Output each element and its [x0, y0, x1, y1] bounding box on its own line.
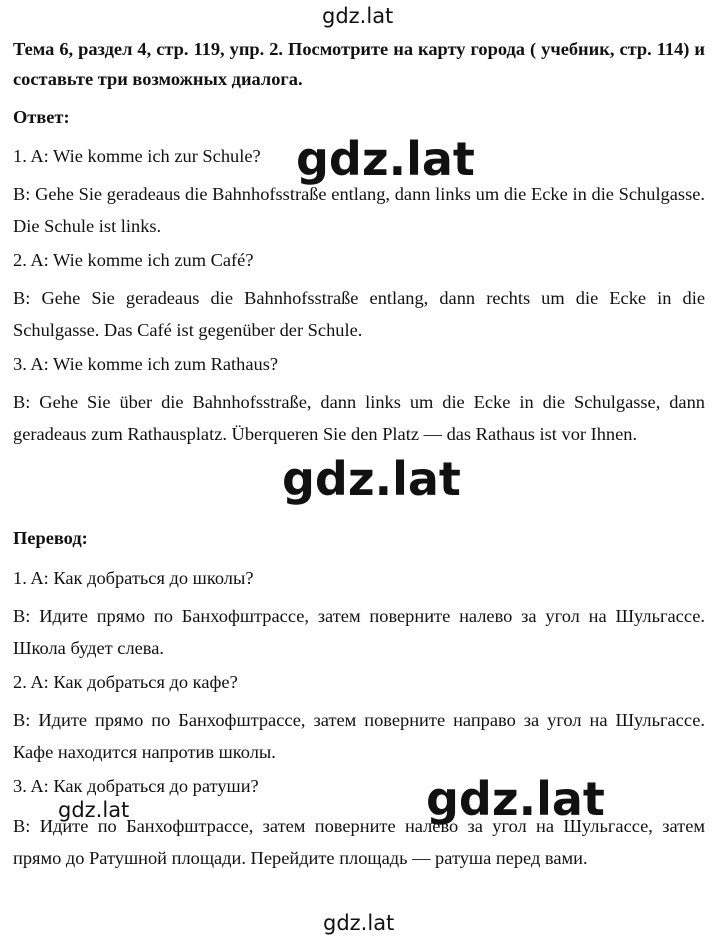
answer-line-6: B: Gehe Sie über die Bahnhofsstraße, dann links um die Ecke in die Schulgasse, dann geradeaus zum Rathausplatz. Überqueren Sie den Platz — das Rathaus ist vor Ihnen.	[13, 392, 705, 444]
translation-heading: Перевод:	[13, 528, 88, 548]
watermark-mid-1: gdz.lat	[296, 132, 475, 186]
watermark-mid-3: gdz.lat	[426, 772, 605, 826]
answer-line-1: 1. A: Wie komme ich zur Schule?	[13, 146, 261, 166]
watermark-mid-2: gdz.lat	[282, 452, 461, 506]
translation-line-4: B: Идите прямо по Банхофштрассе, затем поверните направо за угол на Шульгассе. Кафе находится напротив школы.	[13, 710, 705, 762]
answer-line-4: B: Gehe Sie geradeaus die Bahnhofsstraße entlang, dann rechts um die Ecke in die Schulgasse. Das Café ist gegenüber der Schule.	[13, 288, 705, 340]
answer-heading: Ответ:	[13, 107, 70, 127]
exercise-title: Тема 6, раздел 4, стр. 119, упр. 2. Посмотрите на карту города ( учебник, стр. 114) и составьте три возможных диалога.	[13, 39, 705, 89]
watermark-small-left: gdz.lat	[58, 798, 130, 822]
translation-line-1: 1. A: Как добраться до школы?	[13, 568, 254, 588]
answer-line-2: B: Gehe Sie geradeaus die Bahnhofsstraße entlang, dann links um die Ecke in die Schulgasse. Die Schule ist links.	[13, 184, 705, 236]
watermark-top: gdz.lat	[322, 4, 394, 28]
translation-line-6: B: Идите по Банхофштрассе, затем поверните налево за угол на Шульгассе, затем прямо до Ратушной площади. Перейдите площадь — ратуша перед вами.	[13, 816, 705, 868]
translation-line-5: 3. A: Как добраться до ратуши?	[13, 776, 259, 796]
watermark-bottom: gdz.lat	[323, 911, 395, 935]
answer-line-5: 3. A: Wie komme ich zum Rathaus?	[13, 354, 279, 374]
answer-line-3: 2. A: Wie komme ich zum Café?	[13, 250, 254, 270]
translation-line-2: B: Идите прямо по Банхофштрассе, затем поверните налево за угол на Шульгассе. Школа будет слева.	[13, 606, 705, 658]
translation-line-3: 2. A: Как добраться до кафе?	[13, 672, 238, 692]
